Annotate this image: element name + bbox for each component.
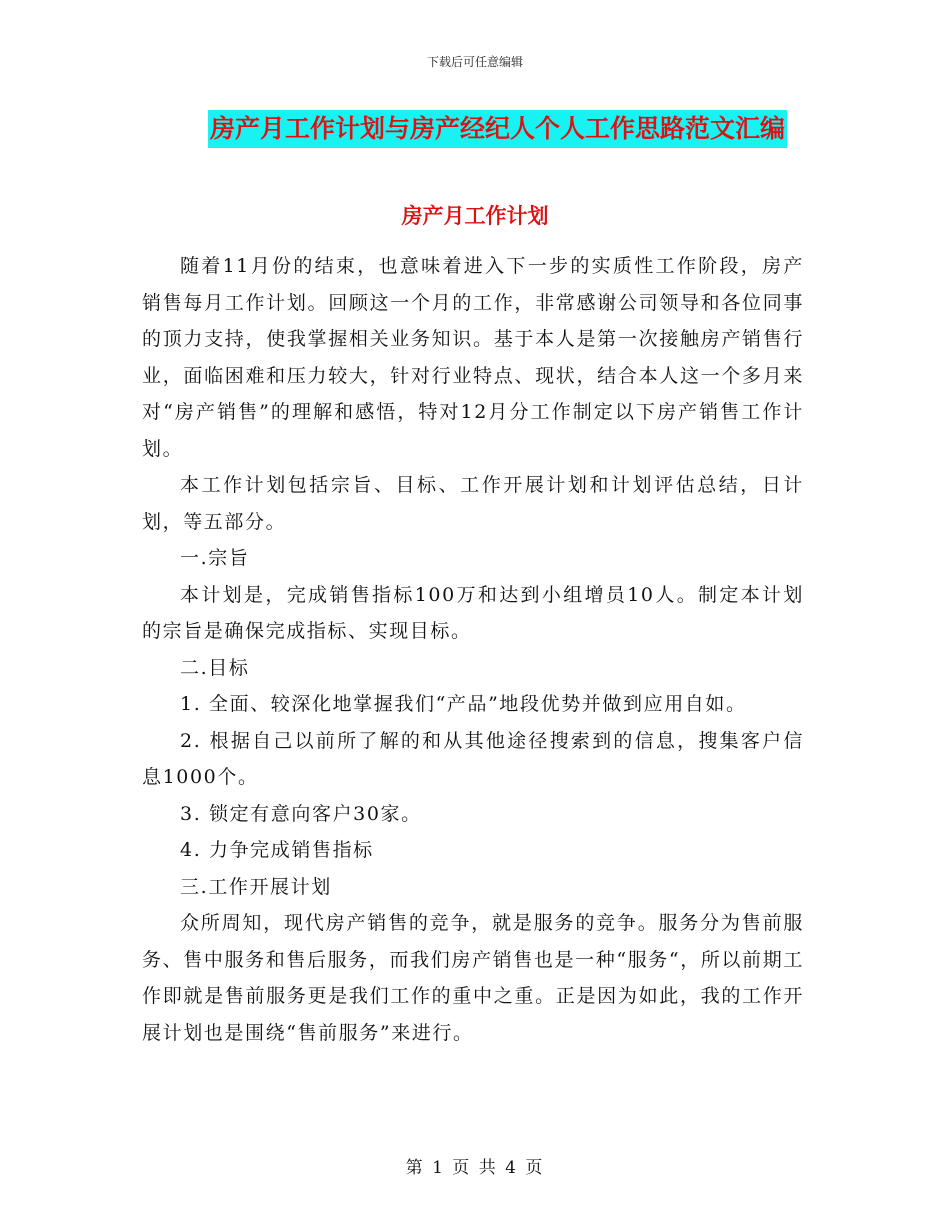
goal-item: 2. 根据自己以前所了解的和从其他途径搜索到的信息，搜集客户信息1000个。	[142, 729, 804, 788]
heading-goals: 二.目标	[180, 656, 250, 679]
heading-plan: 三.工作开展计划	[180, 875, 332, 898]
section-title: 房产月工作计划	[401, 204, 549, 228]
header-note: 下载后可任意编辑	[426, 55, 523, 69]
goal-item: 1. 全面、较深化地掌握我们“产品”地段优势并做到应用自如。	[180, 693, 747, 715]
main-title: 房产月工作计划与房产经纪人个人工作思路范文汇编	[208, 110, 787, 148]
document-body	[142, 248, 804, 1051]
goal-item: 3. 锁定有意向客户30家。	[180, 802, 422, 825]
paragraph: 众所周知，现代房产销售的竞争，就是服务的竞争。服务分为售前服务、售中服务和售后服务，而我们房产销售也是一种“服务“，所以前期工作即就是售前服务更是我们工作的重中之重。正是因为如此，我的工作开展计划也是围绕“售前服务”来进行。	[142, 912, 804, 1044]
paragraph: 随着11月份的结束，也意味着进入下一步的实质性工作阶段，房产销售每月工作计划。回顾这一个月的工作，非常感谢公司领导和各位同事的顶力支持，使我掌握相关业务知识。基于本人是第一次接触房产销售行业，面临困难和压力较大，针对行业特点、现状，结合本人这一个多月来对“房产销售”的理解和感悟，特对12月分工作制定以下房产销售工作计划。	[142, 255, 804, 460]
paragraph: 本工作计划包括宗旨、目标、工作开展计划和计划评估总结，日计划，等五部分。	[142, 474, 804, 533]
main-title-container	[0, 110, 950, 148]
page-footer: 第 1 页 共 4 页	[405, 1158, 545, 1178]
goal-item: 4. 力争完成销售指标	[180, 839, 374, 861]
paragraph: 本计划是，完成销售指标100万和达到小组增员10人。制定本计划的宗旨是确保完成指标、实现目标。	[142, 583, 804, 642]
heading-purpose: 一.宗旨	[180, 547, 250, 569]
